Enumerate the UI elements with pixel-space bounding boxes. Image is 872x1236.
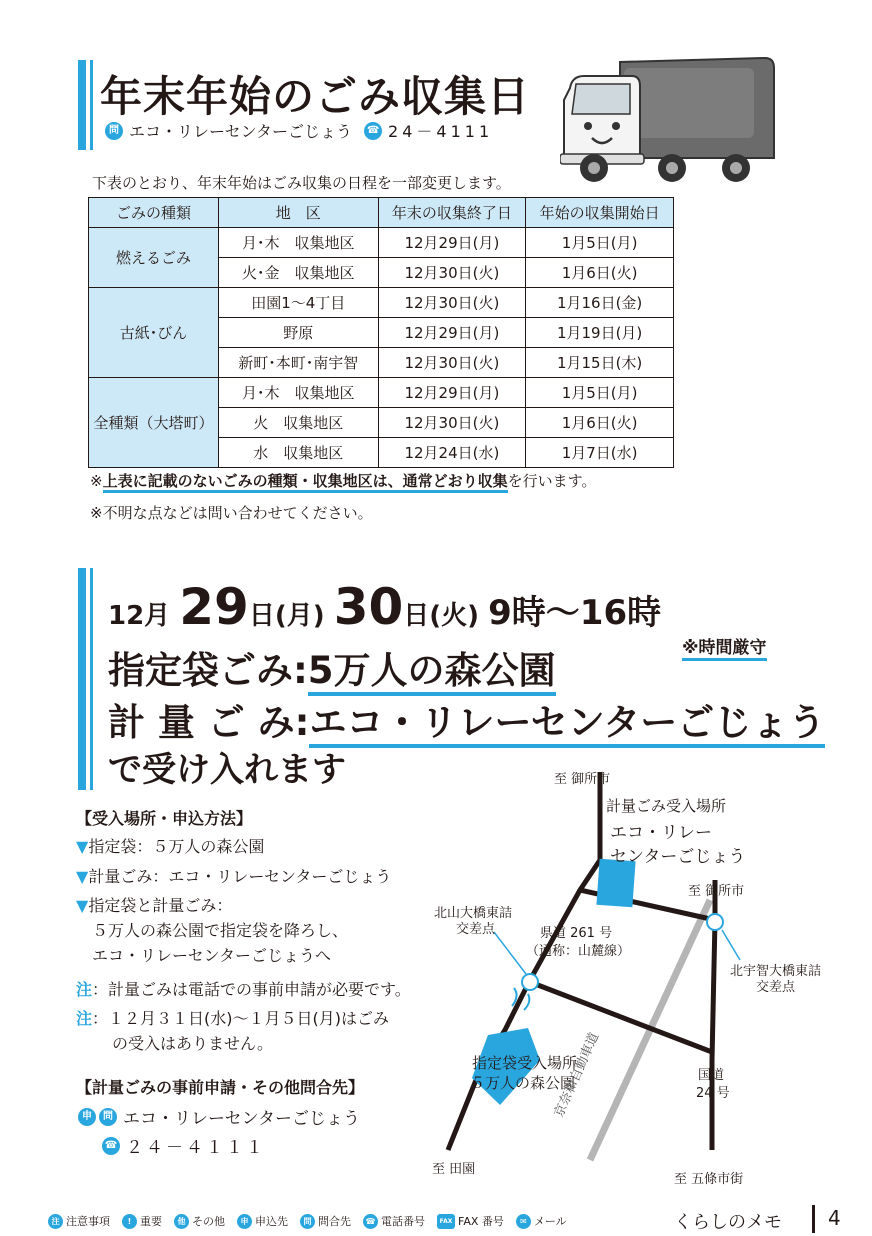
table-cell: 12月24日(水) bbox=[378, 438, 526, 468]
legend-label: FAX 番号 bbox=[458, 1215, 504, 1228]
info-item-text: 計量ごみ：エコ・リレーセンターごじょう bbox=[88, 867, 392, 886]
map-label-center2: エコ・リレー bbox=[610, 823, 712, 843]
designated-bag-place: 5万人の森公園 bbox=[308, 649, 556, 696]
caution-icon: 注 bbox=[48, 1214, 63, 1229]
fax-icon: FAX bbox=[437, 1214, 455, 1229]
legend-apply bbox=[237, 1213, 288, 1229]
designated-bag-line bbox=[108, 640, 556, 694]
table-cell: 1月5日(月) bbox=[526, 378, 674, 408]
note-icon: 注 bbox=[76, 1009, 93, 1028]
other-icon: 他 bbox=[174, 1214, 189, 1229]
important-icon: ! bbox=[122, 1214, 137, 1229]
metered-line bbox=[108, 692, 825, 746]
mail-icon: ✉ bbox=[516, 1214, 531, 1229]
table-cell: 12月30日(火) bbox=[378, 288, 526, 318]
table-cell: 12月29日(月) bbox=[378, 228, 526, 258]
section1-accent-bar-thin bbox=[90, 60, 93, 150]
info-item-3b: ５万人の森公園で指定袋を降ろし、 bbox=[92, 921, 349, 940]
inquiry-icon: 問 bbox=[300, 1214, 315, 1229]
triangle-icon: ▼ bbox=[76, 896, 89, 915]
section1-contact-name: エコ・リレーセンターごじょう bbox=[129, 122, 353, 141]
contact-phone[interactable]: ２４－４１１１ bbox=[126, 1138, 266, 1158]
map-label-to-gose-right: 至 御所市 bbox=[688, 884, 745, 899]
info-item-text: 指定袋と計量ごみ： bbox=[88, 896, 233, 915]
footer-legend bbox=[48, 1213, 579, 1229]
table-cell: 火 収集地区 bbox=[218, 408, 378, 438]
info-item-2 bbox=[76, 864, 391, 887]
table-row bbox=[89, 378, 674, 408]
page-label: くらしのメモ bbox=[674, 1212, 782, 1233]
triangle-icon: ▼ bbox=[76, 867, 89, 886]
phone-icon: ☎ bbox=[363, 1214, 378, 1229]
map-label-center1: 計量ごみ受入場所 bbox=[606, 797, 727, 815]
table-cell: 野原 bbox=[218, 318, 378, 348]
date-month: 12月 bbox=[108, 601, 171, 631]
legend-label: 電話番号 bbox=[381, 1215, 425, 1228]
legend-fax bbox=[437, 1213, 504, 1229]
section1-phone[interactable]: 24－4111 bbox=[388, 122, 494, 141]
triangle-icon: ▼ bbox=[76, 837, 89, 856]
map-label-to-denen: 至 田園 bbox=[432, 1162, 476, 1177]
map-label-expressway: 京奈和自動車道 bbox=[551, 1030, 603, 1120]
table-cell: 12月30日(火) bbox=[378, 348, 526, 378]
section1-title: 年末年始のごみ収集日 bbox=[100, 72, 531, 121]
date-day1-suffix: 日(月) bbox=[248, 601, 325, 631]
legend-label: その他 bbox=[192, 1215, 225, 1228]
table-category: 全種類（大塔町） bbox=[89, 378, 219, 468]
section1-intro: 下表のとおり、年末年始はごみ収集の日程を一部変更します。 bbox=[92, 174, 511, 192]
route-261-road bbox=[448, 772, 603, 1150]
table-header: ごみの種類 bbox=[89, 198, 219, 228]
table-header: 年始の収集開始日 bbox=[526, 198, 674, 228]
section1-accent-bar bbox=[78, 60, 86, 150]
note-text: ：１２月３１日(水)～１月５日(月)はごみ bbox=[92, 1009, 389, 1028]
table-cell: 月･木 収集地区 bbox=[218, 228, 378, 258]
legend-label: メール bbox=[533, 1215, 567, 1228]
date-day2-suffix: 日(火) bbox=[403, 601, 480, 631]
table-cell: 1月15日(木) bbox=[526, 348, 674, 378]
garbage-truck-icon bbox=[560, 54, 782, 188]
info-heading: 【受入場所・申込方法】 bbox=[76, 809, 253, 828]
collection-schedule-table bbox=[88, 197, 674, 468]
kitauchi-intersection-marker bbox=[707, 914, 723, 930]
map-label-route261a: 県道 261 号 bbox=[540, 926, 613, 941]
contact-line bbox=[78, 1104, 360, 1129]
acceptance-dates bbox=[108, 578, 661, 636]
section1-contact bbox=[105, 119, 493, 142]
metered-label: 計 量 ご み: bbox=[108, 701, 310, 744]
map-label-to-gojo: 至 五條市街 bbox=[674, 1172, 744, 1187]
route-24-road bbox=[712, 920, 715, 1150]
table-cell: 1月6日(火) bbox=[526, 408, 674, 438]
map-label-kitauchi1: 北宇智大橋東詰 bbox=[730, 964, 822, 979]
table-row bbox=[89, 228, 674, 258]
note-emphasis: 上表に記載のないごみの種類・収集地区は、通常どおり収集 bbox=[103, 472, 508, 493]
kitayama-intersection-marker bbox=[522, 974, 538, 990]
acceptance-caption: で受け入れます bbox=[108, 750, 346, 790]
note-text: ：計量ごみは電話での事前申請が必要です。 bbox=[92, 980, 411, 999]
legend-mail bbox=[516, 1213, 567, 1229]
designated-bag-label: 指定袋ごみ: bbox=[108, 649, 308, 692]
apply-icon: 申 bbox=[78, 1108, 96, 1126]
map-label-kitayama2: 交差点 bbox=[456, 922, 496, 937]
note-icon: 注 bbox=[76, 980, 93, 999]
table-cell: 1月6日(火) bbox=[526, 258, 674, 288]
acceptance-time: 9時～16時 bbox=[488, 593, 662, 633]
note-b bbox=[76, 1006, 389, 1029]
map-label-to-gose-top: 至 御所市 bbox=[554, 772, 611, 787]
table-cell: 水 収集地区 bbox=[218, 438, 378, 468]
page-separator bbox=[812, 1205, 815, 1233]
table-cell: 月･木 収集地区 bbox=[218, 378, 378, 408]
contact-heading: 【計量ごみの事前申請・その他問合先】 bbox=[76, 1078, 365, 1097]
inquiry-icon: 問 bbox=[105, 122, 123, 140]
table-cell: 12月30日(火) bbox=[378, 258, 526, 288]
map-label-kitauchi2: 交差点 bbox=[756, 980, 796, 995]
table-cell: 田園1～4丁目 bbox=[218, 288, 378, 318]
table-category: 古紙･びん bbox=[89, 288, 219, 378]
connector-road-south bbox=[530, 982, 712, 1052]
table-cell: 1月19日(月) bbox=[526, 318, 674, 348]
section2-accent-bar-thin bbox=[90, 568, 93, 790]
page-number: 4 bbox=[828, 1206, 841, 1230]
metered-place: エコ・リレーセンターごじょう bbox=[309, 701, 825, 748]
map-label-route261b: （通称：山麓線） bbox=[526, 944, 631, 959]
contact-name: エコ・リレーセンターごじょう bbox=[123, 1109, 360, 1129]
table-cell: 火･金 収集地区 bbox=[218, 258, 378, 288]
date-day1: 29 bbox=[179, 578, 249, 636]
apply-icon: 申 bbox=[237, 1214, 252, 1229]
legend-label: 問合先 bbox=[318, 1215, 351, 1228]
legend-label: 注意事項 bbox=[66, 1215, 110, 1228]
inquiry-icon: 問 bbox=[99, 1108, 117, 1126]
legend-label: 重要 bbox=[140, 1215, 162, 1228]
table-header-row bbox=[89, 198, 674, 228]
table-cell: 12月30日(火) bbox=[378, 408, 526, 438]
table-note-2: ※不明な点などは問い合わせてください。 bbox=[90, 504, 373, 522]
map-label-park2: ５万人の森公園 bbox=[470, 1074, 576, 1092]
legend-important bbox=[122, 1213, 162, 1229]
table-note-1 bbox=[90, 470, 596, 491]
table-cell: 12月29日(月) bbox=[378, 378, 526, 408]
map-label-route24b: 24 号 bbox=[696, 1086, 730, 1101]
note-mark: ※ bbox=[90, 472, 103, 490]
info-item-3c: エコ・リレーセンターごじょうへ bbox=[92, 946, 332, 965]
note-a bbox=[76, 977, 411, 1000]
table-cell: 1月7日(水) bbox=[526, 438, 674, 468]
map-label-route24a: 国道 bbox=[698, 1068, 725, 1083]
note-suffix: を行います。 bbox=[507, 472, 597, 490]
time-strict-note: ※時間厳守 bbox=[682, 633, 767, 661]
section2-accent-bar bbox=[78, 568, 86, 790]
map-label-kitayama1: 北山大橋東詰 bbox=[434, 906, 513, 921]
table-header: 地 区 bbox=[218, 198, 378, 228]
legend-other bbox=[174, 1213, 225, 1229]
map-label-center3: センターごじょう bbox=[610, 847, 746, 867]
date-day2: 30 bbox=[333, 578, 404, 636]
table-category: 燃えるごみ bbox=[89, 228, 219, 288]
table-header: 年末の収集終了日 bbox=[378, 198, 526, 228]
table-row bbox=[89, 288, 674, 318]
legend-label: 申込先 bbox=[255, 1215, 288, 1228]
table-cell: 12月29日(月) bbox=[378, 318, 526, 348]
note-b2: の受入はありません。 bbox=[112, 1034, 273, 1053]
contact-phone-line bbox=[102, 1133, 266, 1158]
info-item-1 bbox=[76, 834, 264, 857]
table-cell: 1月5日(月) bbox=[526, 228, 674, 258]
info-item-text: 指定袋：５万人の森公園 bbox=[88, 837, 265, 856]
phone-icon: ☎ bbox=[102, 1137, 120, 1155]
legend-inquiry bbox=[300, 1213, 351, 1229]
info-item-3 bbox=[76, 893, 232, 916]
legend-phone bbox=[363, 1213, 425, 1229]
phone-icon: ☎ bbox=[364, 122, 382, 140]
legend-caution bbox=[48, 1213, 110, 1229]
table-cell: 1月16日(金) bbox=[526, 288, 674, 318]
table-cell: 新町･本町･南宇智 bbox=[218, 348, 378, 378]
map-label-park1: 指定袋受入場所 bbox=[472, 1054, 578, 1072]
